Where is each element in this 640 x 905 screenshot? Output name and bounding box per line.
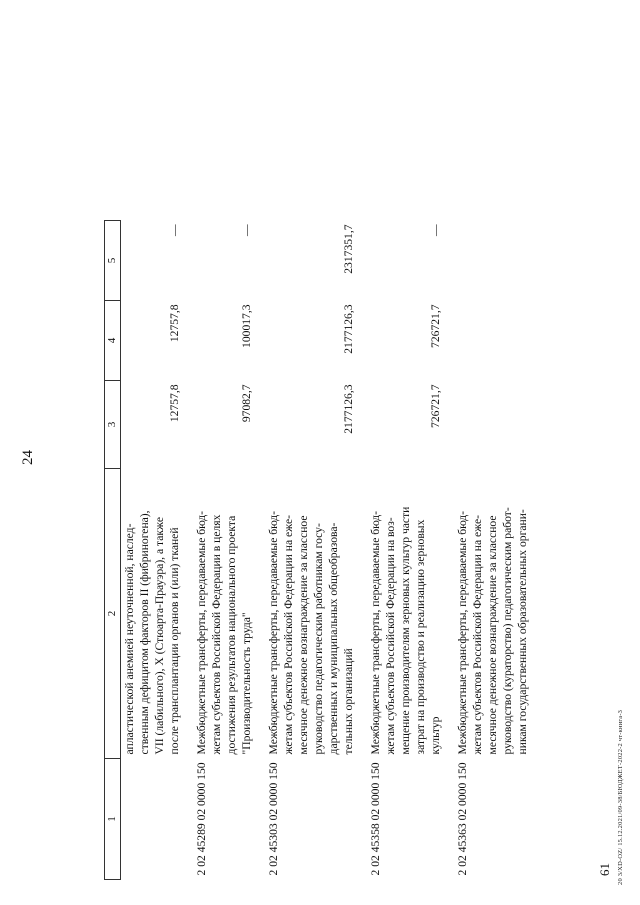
row-value-col5: — [168,224,181,237]
row-value-col5: — [429,224,442,237]
row-name [193,468,255,758]
row-value-col4: 100017,3 [240,304,253,348]
row-value-col4: 12757,8 [168,304,181,343]
header-col-5: 5 [105,220,121,300]
row-name [265,468,357,758]
row-value-col4 [454,300,531,380]
table-row [367,220,444,879]
row-name-line: Межбюджетные трансферты, передаваемые бюд- [456,511,469,755]
row-name-line: тельных организаций [342,648,355,755]
header-col-4: 4 [105,300,121,380]
row-name-line: Межбюджетные трансферты, передаваемые бюд- [267,511,280,755]
row-name [367,468,444,758]
row-name-line: никам государственных образовательных органи- [516,509,529,755]
row-name-line: руководство педагогическим работникам госу- [312,523,325,755]
budget-table [104,220,531,880]
table-row [454,220,531,879]
row-name-line: Межбюджетные трансферты, передаваемые бюд- [195,511,208,755]
row-value-col3: 726721,7 [429,384,442,428]
row-value-col4: 726721,7 [429,304,442,348]
row-code: 2 02 45303 02 0000 150 [267,762,280,876]
table-row [121,220,184,879]
row-name-line: месячное денежное вознаграждение за классное [486,515,499,755]
row-name [454,468,531,758]
row-name-line: жетам субъектов Российской Федерации на еже- [471,514,484,755]
row-name-line: "Производительность труда" [240,612,253,755]
row-value-col3 [454,380,531,468]
row-name-line: дарственных и муниципальных общеобразова- [327,522,340,755]
row-name-line: культур [429,716,442,755]
row-value-col5 [454,220,531,300]
row-name-line: руководство (кураторство) педагогическим работ- [501,507,514,755]
row-code: 2 02 45358 02 0000 150 [369,762,382,876]
row-name [121,468,184,758]
row-name-line: мещение производителям зерновых культур части [399,506,412,755]
row-name-line: после трансплантации органов и (или) тканей [168,527,181,755]
header-col-2: 2 [105,468,121,758]
row-code: 2 02 45363 02 0000 150 [456,762,469,876]
side-note: 20 3/XD-OZ/ 15.12.2021/09-38/БЮДЖЕТ-2022-2 чт-книга-3 [617,709,624,885]
row-name-line: VII (лабильного), X (Стюарта-Прауэра), а также [153,516,166,755]
row-name-line: жетам субъектов Российской Федерации на еже- [282,514,295,755]
row-code [121,758,184,879]
row-name-line: достижения результатов национального проекта [225,515,238,755]
table-row [193,220,255,879]
row-name-line: ственным дефицитом факторов II (фибриногена), [138,510,151,755]
page-number: 24 [20,450,36,465]
row-name-line: апластической анемией неуточненной, наслед- [123,523,136,755]
row-name-line: затрат на производство и реализацию зерновых [414,519,427,755]
row-value-col3: 12757,8 [168,384,181,423]
row-value-col5: 2317351,7 [342,224,355,274]
row-value-col3: 2177126,3 [342,384,355,434]
row-value-col5: — [240,224,253,237]
row-name-line: жетам субъектов Российской Федерации в целях [210,514,223,755]
header-col-3: 3 [105,380,121,468]
table-header-row [105,220,121,879]
row-name-line: жетам субъектов Российской Федерации на воз- [384,517,397,755]
row-code: 2 02 45289 02 0000 150 [195,762,208,876]
corner-page-number: 61 [597,863,612,876]
row-value-col4: 2177126,3 [342,304,355,354]
row-name-line: месячное денежное вознаграждение за классное [297,515,310,755]
row-value-col3: 97082,7 [240,384,253,423]
header-col-1: 1 [105,758,121,879]
table-row [265,220,357,879]
row-name-line: Межбюджетные трансферты, передаваемые бюд- [369,511,382,755]
